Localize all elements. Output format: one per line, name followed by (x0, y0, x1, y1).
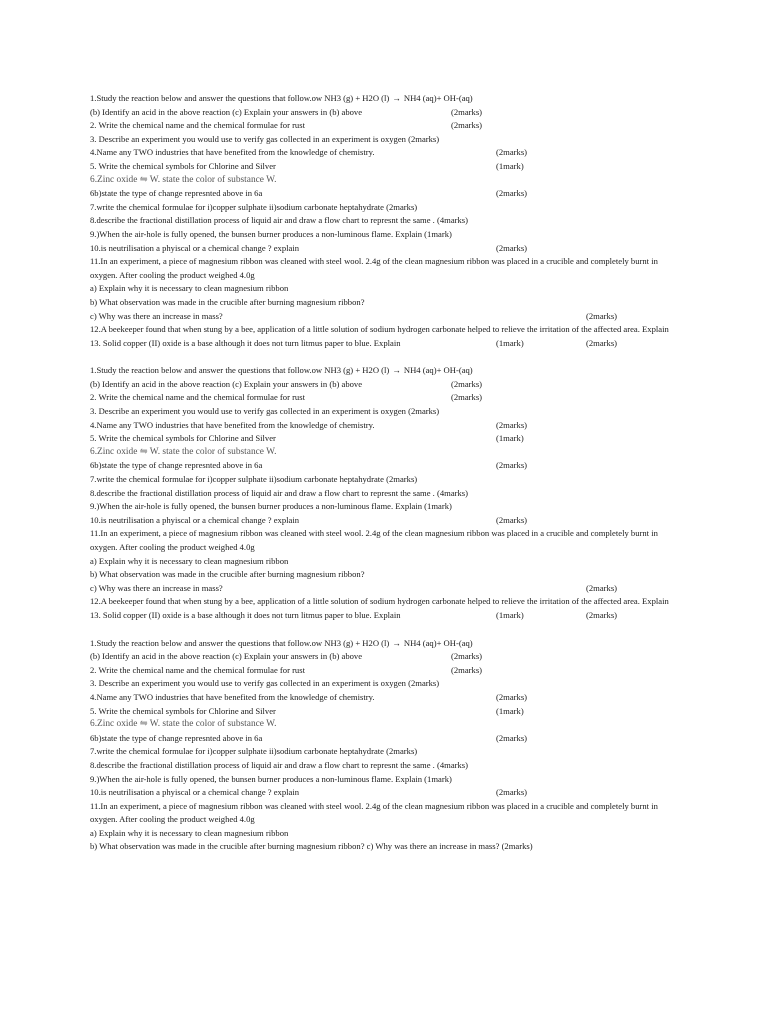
marks: (2marks) (496, 787, 528, 798)
question-11: 11.In an experiment, a piece of magnesium ribbon was cleaned with steel wool. 2.4g of the clean magnesium ribbon was placed in a crucible and completely burnt in oxygen. After cooling the product weighed 4.0g (90, 256, 658, 280)
question-9: 9.)When the air-hole is fully opened, the bunsen burner produces a non-luminous flame. Explain (1mark) (90, 501, 452, 512)
question-13: 13. Solid copper (II) oxide is a base although it does not turn litmus paper to blue. Explain (2marks) (90, 337, 678, 351)
reaction-arrow-icon: → (392, 637, 401, 648)
question-3: 3. Describe an experiment you would use to verify gas collected in an experiment is oxygen (2marks) (90, 678, 440, 689)
question-sheet (90, 92, 678, 868)
question-5: 5. Write the chemical symbols for Chlorine and Silver (1mark) (90, 160, 678, 174)
question-7: 7.write the chemical formulae for i)copper sulphate ii)sodium carbonate heptahydrate (2marks) (90, 746, 418, 757)
marks: (1mark) (496, 433, 524, 444)
question-9: 9.)When the air-hole is fully opened, the bunsen burner produces a non-luminous flame. Explain (1mark) (90, 773, 452, 784)
question-10: 10.is neutrilisation a phyiscal or a chemical change ? explain (2marks) (90, 242, 678, 256)
question-4: 4.Name any TWO industries that have benefited from the knowledge of chemistry. (2marks) (90, 419, 678, 433)
marks: (1mark) (496, 337, 524, 348)
question-11a: a) Explain why it is necessary to clean magnesium ribbon (90, 827, 289, 838)
marks: (1mark) (496, 705, 524, 716)
question-3: 3. Describe an experiment you would use to verify gas collected in an experiment is oxygen (2marks) (90, 406, 440, 417)
marks: (1mark) (496, 609, 524, 620)
marks: (2marks) (586, 582, 618, 593)
question-11a: a) Explain why it is necessary to clean magnesium ribbon (90, 555, 289, 566)
question-11bc: b) What observation was made in the crucible after burning magnesium ribbon? c) Why was there an increase in mass? (2marks) (90, 841, 533, 852)
question-4: 4.Name any TWO industries that have benefited from the knowledge of chemistry. (2marks) (90, 146, 678, 160)
question-2: 2. Write the chemical name and the chemical formulae for rust (2marks) (90, 664, 678, 678)
question-1: 1.Study the reaction below and answer the questions that follow.ow NH3 (g) + H2O (l) → NH4 (aq)+ OH-(aq) (90, 637, 678, 651)
question-block-2 (90, 364, 678, 622)
marks: (2marks) (496, 460, 528, 471)
marks: (2marks) (496, 514, 528, 525)
marks: (2marks) (451, 392, 483, 403)
question-11c: c) Why was there an increase in mass? (2marks) (90, 582, 678, 596)
question-6: 6.Zinc oxide ⇋ W. state the color of substance W. (90, 446, 277, 457)
marks: (2marks) (451, 651, 483, 662)
question-1: 1.Study the reaction below and answer the questions that follow.ow NH3 (g) + H2O (l) → NH4 (aq)+ OH-(aq) (90, 364, 678, 378)
marks: (1mark) (496, 160, 524, 171)
question-11b: b) What observation was made in the crucible after burning magnesium ribbon? (90, 296, 365, 307)
question-5: 5. Write the chemical symbols for Chlorine and Silver (1mark) (90, 705, 678, 719)
marks: (2marks) (451, 664, 483, 675)
question-6b: 6b)state the type of change represnted above in 6a (2marks) (90, 187, 678, 201)
question-block-3 (90, 637, 678, 855)
question-12: 12.A beekeeper found that when stung by a bee, application of a little solution of sodium hydrogen carbonate helped to relieve the irritation of the affected area. Explain (1mark) (90, 595, 678, 609)
question-2: 2. Write the chemical name and the chemical formulae for rust (2marks) (90, 119, 678, 133)
question-11c: c) Why was there an increase in mass? (2marks) (90, 310, 678, 324)
question-1: 1.Study the reaction below and answer the questions that follow.ow NH3 (g) + H2O (l) → NH4 (aq)+ OH-(aq) (90, 92, 678, 106)
question-8: 8.describe the fractional distillation process of liquid air and draw a flow chart to represnt the same . (4marks) (90, 759, 468, 770)
question-3: 3. Describe an experiment you would use to verify gas collected in an experiment is oxygen (2marks) (90, 133, 440, 144)
question-12: 12.A beekeeper found that when stung by a bee, application of a little solution of sodium hydrogen carbonate helped to relieve the irritation of the affected area. Explain (1mark) (90, 323, 678, 337)
question-13: 13. Solid copper (II) oxide is a base although it does not turn litmus paper to blue. Explain (2marks) (90, 609, 678, 623)
question-6: 6.Zinc oxide ⇋ W. state the color of substance W. (90, 174, 277, 185)
reaction-arrow-icon: → (392, 365, 401, 376)
question-1b: (b) Identify an acid in the above reaction (c) Explain your answers in (b) above (2marks) (90, 106, 678, 120)
question-1b: (b) Identify an acid in the above reaction (c) Explain your answers in (b) above (2marks) (90, 650, 678, 664)
question-7: 7.write the chemical formulae for i)copper sulphate ii)sodium carbonate heptahydrate (2marks) (90, 201, 418, 212)
marks: (2marks) (496, 691, 528, 702)
marks: (2marks) (496, 242, 528, 253)
question-6: 6.Zinc oxide ⇋ W. state the color of substance W. (90, 719, 277, 730)
reaction-arrow-icon: → (392, 93, 401, 103)
question-11: 11.In an experiment, a piece of magnesium ribbon was cleaned with steel wool. 2.4g of the clean magnesium ribbon was placed in a crucible and completely burnt in oxygen. After cooling the product weighed 4.0g (90, 528, 658, 552)
question-6b: 6b)state the type of change represnted above in 6a (2marks) (90, 459, 678, 473)
question-11a: a) Explain why it is necessary to clean magnesium ribbon (90, 283, 289, 294)
marks: (2marks) (586, 609, 618, 620)
question-7: 7.write the chemical formulae for i)copper sulphate ii)sodium carbonate heptahydrate (2marks) (90, 474, 418, 485)
question-8: 8.describe the fractional distillation process of liquid air and draw a flow chart to represnt the same . (4marks) (90, 487, 468, 498)
question-10: 10.is neutrilisation a phyiscal or a chemical change ? explain (2marks) (90, 786, 678, 800)
marks: (2marks) (586, 337, 618, 348)
marks: (2marks) (496, 732, 528, 743)
question-5: 5. Write the chemical symbols for Chlorine and Silver (1mark) (90, 432, 678, 446)
marks: (2marks) (496, 147, 528, 158)
question-6b: 6b)state the type of change represnted above in 6a (2marks) (90, 732, 678, 746)
question-2: 2. Write the chemical name and the chemical formulae for rust (2marks) (90, 391, 678, 405)
marks: (2marks) (496, 419, 528, 430)
question-11b: b) What observation was made in the crucible after burning magnesium ribbon? (90, 569, 365, 580)
question-1b: (b) Identify an acid in the above reaction (c) Explain your answers in (b) above (2marks) (90, 378, 678, 392)
question-8: 8.describe the fractional distillation process of liquid air and draw a flow chart to represnt the same . (4marks) (90, 215, 468, 226)
marks: (2marks) (586, 310, 618, 321)
question-9: 9.)When the air-hole is fully opened, the bunsen burner produces a non-luminous flame. Explain (1mark) (90, 228, 452, 239)
question-block-1 (90, 92, 678, 350)
question-4: 4.Name any TWO industries that have benefited from the knowledge of chemistry. (2marks) (90, 691, 678, 705)
marks: (2marks) (451, 120, 483, 131)
question-10: 10.is neutrilisation a phyiscal or a chemical change ? explain (2marks) (90, 514, 678, 528)
marks: (2marks) (451, 378, 483, 389)
question-11: 11.In an experiment, a piece of magnesium ribbon was cleaned with steel wool. 2.4g of the clean magnesium ribbon was placed in a crucible and completely burnt in oxygen. After cooling the product weighed 4.0g (90, 800, 658, 825)
marks: (2marks) (496, 188, 528, 199)
marks: (2marks) (451, 106, 483, 117)
